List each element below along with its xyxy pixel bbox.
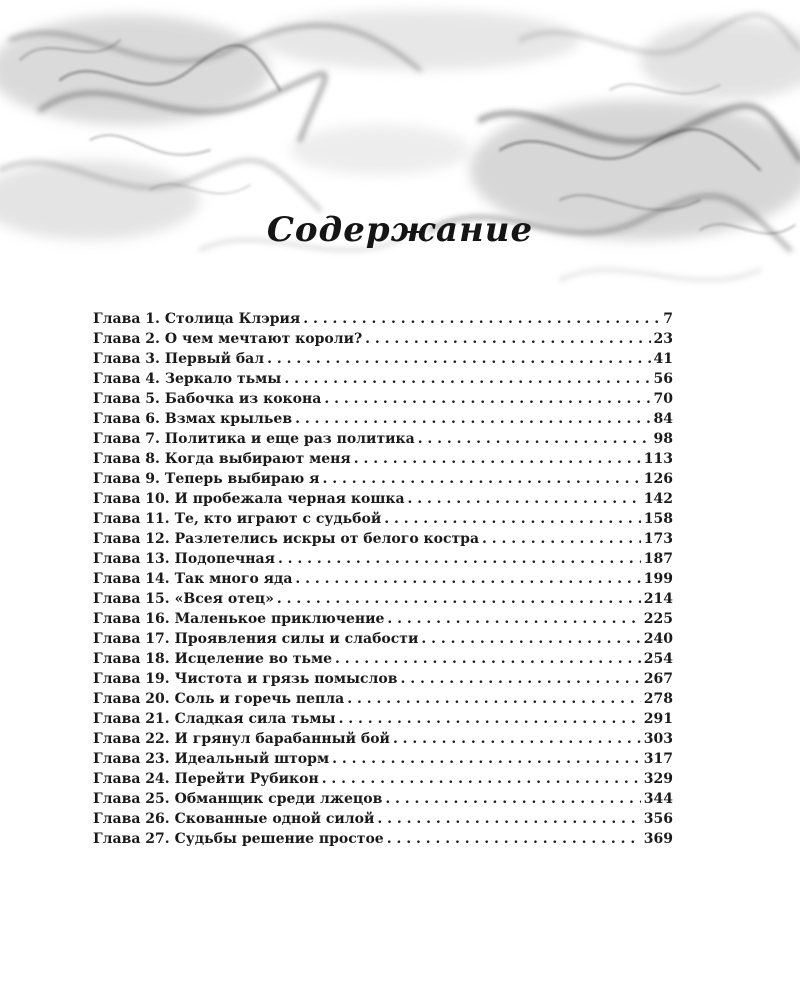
chapter-number: Глава 12. xyxy=(93,531,170,547)
chapter-number: Глава 23. xyxy=(93,751,170,767)
chapter-title: Маленькое приключение xyxy=(174,611,385,627)
chapter-number: Глава 20. xyxy=(93,691,170,707)
toc-entry xyxy=(93,449,673,469)
chapter-number: Глава 4. xyxy=(93,371,160,387)
chapter-title: Когда выбирают меня xyxy=(164,451,351,467)
dot-leader xyxy=(408,489,641,509)
dot-leader xyxy=(267,349,650,369)
page-number: 113 xyxy=(643,451,673,467)
chapter-title: Разлетелись искры от белого костра xyxy=(174,531,480,547)
page-number: 278 xyxy=(643,691,673,707)
toc-entry xyxy=(93,389,673,409)
chapter-number: Глава 7. xyxy=(93,431,160,447)
toc-entry xyxy=(93,429,673,449)
dot-leader xyxy=(322,469,640,489)
dot-leader xyxy=(385,789,640,809)
smoke-header-illustration xyxy=(0,0,800,320)
toc-entry xyxy=(93,589,673,609)
dot-leader xyxy=(401,669,641,689)
chapter-number: Глава 10. xyxy=(93,491,170,507)
chapter-number: Глава 19. xyxy=(93,671,170,687)
page-number: 303 xyxy=(643,731,673,747)
chapter-title: Зеркало тьмы xyxy=(164,371,282,387)
toc-entry xyxy=(93,529,673,549)
chapter-title: Проявления силы и слабости xyxy=(174,631,419,647)
toc-entry xyxy=(93,369,673,389)
page-number: 254 xyxy=(643,651,673,667)
dot-leader xyxy=(393,729,641,749)
toc-entry xyxy=(93,829,673,849)
chapter-title: Политика и еще раз политика xyxy=(164,431,415,447)
page-number: 267 xyxy=(643,671,673,687)
page-number: 199 xyxy=(643,571,673,587)
dot-leader xyxy=(421,629,640,649)
chapter-number: Глава 27. xyxy=(93,831,170,847)
chapter-title: Идеальный шторм xyxy=(174,751,330,767)
page-number: 98 xyxy=(653,431,673,447)
toc-entry xyxy=(93,349,673,369)
dot-leader xyxy=(324,389,650,409)
dot-leader xyxy=(354,449,641,469)
chapter-title: Теперь выбираю я xyxy=(164,471,320,487)
page-number: 56 xyxy=(653,371,673,387)
chapter-number: Глава 17. xyxy=(93,631,170,647)
page-number: 126 xyxy=(643,471,673,487)
chapter-number: Глава 6. xyxy=(93,411,160,427)
dot-leader xyxy=(303,309,660,329)
page-title: Содержание xyxy=(266,210,534,250)
chapter-number: Глава 24. xyxy=(93,771,170,787)
toc-entry xyxy=(93,669,673,689)
dot-leader xyxy=(278,549,641,569)
chapter-title: Взмах крыльев xyxy=(164,411,293,427)
dot-leader xyxy=(284,369,650,389)
toc-entry xyxy=(93,489,673,509)
page-number: 369 xyxy=(643,831,673,847)
chapter-number: Глава 26. xyxy=(93,811,170,827)
table-of-contents xyxy=(93,309,673,849)
chapter-number: Глава 11. xyxy=(93,511,170,527)
page-number: 142 xyxy=(643,491,673,507)
toc-entry xyxy=(93,569,673,589)
chapter-number: Глава 3. xyxy=(93,351,160,367)
toc-entry xyxy=(93,809,673,829)
chapter-title: Бабочка из кокона xyxy=(164,391,322,407)
chapter-title: И пробежала черная кошка xyxy=(174,491,405,507)
chapter-title: Чистота и грязь помыслов xyxy=(174,671,398,687)
page-number: 344 xyxy=(643,791,673,807)
chapter-title: «Всея отец» xyxy=(174,591,274,607)
chapter-number: Глава 16. xyxy=(93,611,170,627)
chapter-title: О чем мечтают короли? xyxy=(164,331,363,347)
dot-leader xyxy=(339,709,641,729)
chapter-number: Глава 22. xyxy=(93,731,170,747)
chapter-number: Глава 21. xyxy=(93,711,170,727)
page-number: 23 xyxy=(653,331,673,347)
chapter-title: Перейти Рубикон xyxy=(174,771,319,787)
dot-leader xyxy=(418,429,651,449)
chapter-title: Первый бал xyxy=(164,351,265,367)
dot-leader xyxy=(322,769,641,789)
dot-leader xyxy=(295,569,640,589)
chapter-number: Глава 8. xyxy=(93,451,160,467)
toc-entry xyxy=(93,329,673,349)
chapter-title: Скованные одной силой xyxy=(174,811,375,827)
toc-entry xyxy=(93,509,673,529)
dot-leader xyxy=(377,809,640,829)
chapter-title: Судьбы решение простое xyxy=(174,831,384,847)
dot-leader xyxy=(482,529,641,549)
chapter-title: Так много яда xyxy=(174,571,293,587)
page-number: 329 xyxy=(643,771,673,787)
toc-entry xyxy=(93,309,673,329)
dot-leader xyxy=(295,409,650,429)
page-number: 70 xyxy=(653,391,673,407)
chapter-number: Глава 25. xyxy=(93,791,170,807)
toc-entry xyxy=(93,629,673,649)
chapter-number: Глава 13. xyxy=(93,551,170,567)
toc-entry xyxy=(93,769,673,789)
toc-entry xyxy=(93,709,673,729)
chapter-number: Глава 18. xyxy=(93,651,170,667)
toc-entry xyxy=(93,649,673,669)
dot-leader xyxy=(387,609,640,629)
page-number: 214 xyxy=(643,591,673,607)
chapter-title: Столица Клэрия xyxy=(164,311,301,327)
page-number: 158 xyxy=(643,511,673,527)
page-number: 356 xyxy=(643,811,673,827)
chapter-title: Подопечная xyxy=(174,551,275,567)
page-number: 291 xyxy=(643,711,673,727)
chapter-title: Исцеление во тьме xyxy=(174,651,333,667)
chapter-number: Глава 15. xyxy=(93,591,170,607)
toc-entry xyxy=(93,549,673,569)
page-number: 41 xyxy=(653,351,673,367)
page-number: 225 xyxy=(643,611,673,627)
chapter-title: Соль и горечь пепла xyxy=(174,691,345,707)
dot-leader xyxy=(277,589,641,609)
toc-entry xyxy=(93,609,673,629)
chapter-number: Глава 5. xyxy=(93,391,160,407)
chapter-title: И грянул барабанный бой xyxy=(174,731,390,747)
chapter-number: Глава 14. xyxy=(93,571,170,587)
toc-entry xyxy=(93,469,673,489)
dot-leader xyxy=(387,829,641,849)
page-number: 84 xyxy=(653,411,673,427)
page-number: 7 xyxy=(663,311,673,327)
page-number: 187 xyxy=(643,551,673,567)
dot-leader xyxy=(384,509,641,529)
toc-entry xyxy=(93,729,673,749)
chapter-number: Глава 1. xyxy=(93,311,160,327)
chapter-number: Глава 9. xyxy=(93,471,160,487)
toc-entry xyxy=(93,749,673,769)
toc-entry xyxy=(93,689,673,709)
dot-leader xyxy=(365,329,650,349)
toc-entry xyxy=(93,789,673,809)
dot-leader xyxy=(332,749,641,769)
chapter-title: Сладкая сила тьмы xyxy=(174,711,336,727)
toc-entry xyxy=(93,409,673,429)
dot-leader xyxy=(335,649,641,669)
chapter-title: Те, кто играют с судьбой xyxy=(174,511,382,527)
chapter-title: Обманщик среди лжецов xyxy=(174,791,383,807)
page-number: 317 xyxy=(643,751,673,767)
chapter-number: Глава 2. xyxy=(93,331,160,347)
dot-leader xyxy=(347,689,641,709)
page-number: 173 xyxy=(643,531,673,547)
page-number: 240 xyxy=(643,631,673,647)
